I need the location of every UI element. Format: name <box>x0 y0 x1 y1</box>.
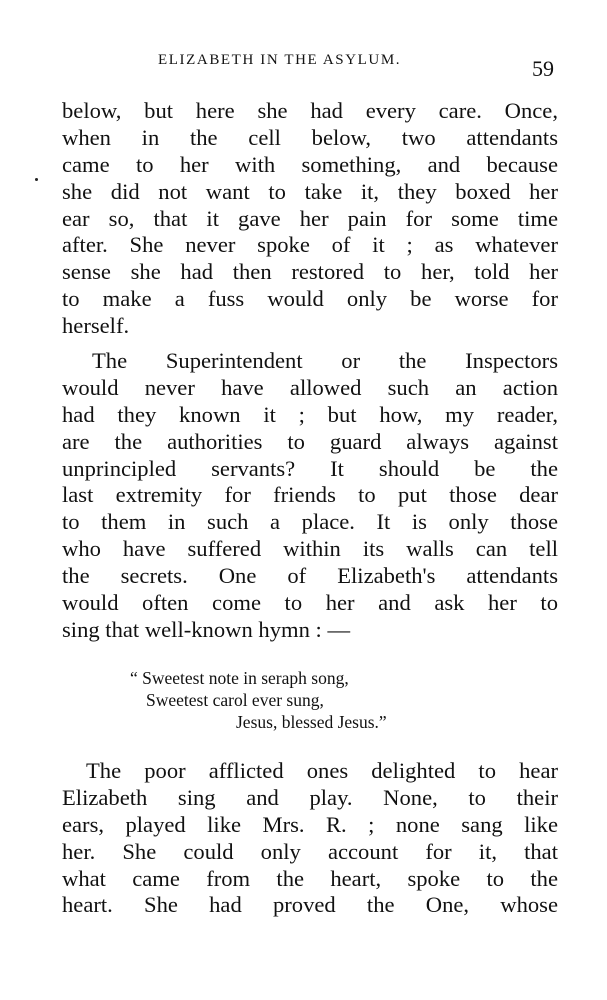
text-line: Elizabeth sing and play. None, to their <box>62 784 558 810</box>
paragraph-2 <box>62 348 558 644</box>
text-line: are the authorities to guard always against <box>62 428 558 454</box>
verse-line: Sweetest carol ever sung, <box>146 690 324 710</box>
text-line: sense she had then restored to her, told her <box>62 259 558 285</box>
text-line: what came from the heart, spoke to the <box>62 865 558 891</box>
text-line: after. She never spoke of it ; as whatever <box>62 232 558 258</box>
text-line: The poor afflicted ones delighted to hear <box>86 758 558 783</box>
text-line: last extremity for friends to put those dear <box>62 482 558 508</box>
text-line: came to her with something, and because <box>62 151 558 177</box>
page-number: 59 <box>532 56 554 81</box>
text-line: had they known it ; but how, my reader, <box>62 401 558 427</box>
text-line: her. She could only account for it, that <box>62 838 558 864</box>
running-title: ELIZABETH IN THE ASYLUM. <box>158 52 402 68</box>
verse-line: Jesus, blessed Jesus.” <box>236 712 387 732</box>
text-line: ear so, that it gave her pain for some time <box>62 205 558 231</box>
text-line: The Superintendent or the Inspectors <box>92 348 558 373</box>
text-line: who have suffered within its walls can tell <box>62 536 558 562</box>
text-line: the secrets. One of Elizabeth's attendants <box>62 563 558 589</box>
paragraph-3 <box>62 758 558 919</box>
text-line: herself. <box>62 313 130 339</box>
text-line: would often come to her and ask her to <box>62 590 558 616</box>
text-line: to make a fuss would only be worse for <box>62 286 558 312</box>
text-line: to them in such a place. It is only those <box>62 509 558 535</box>
text-line: when in the cell below, two attendants <box>62 124 558 150</box>
text-line: sing that well-known hymn : — <box>62 616 351 642</box>
text-line: ears, played like Mrs. R. ; none sang like <box>62 811 558 837</box>
text-line: she did not want to take it, they boxed her <box>62 178 558 204</box>
print-speck <box>35 178 38 181</box>
paragraph-1 <box>62 98 558 340</box>
text-line: would never have allowed such an action <box>62 374 558 400</box>
text-line: below, but here she had every care. Once, <box>62 98 558 123</box>
text-line: unprincipled servants? It should be the <box>62 455 558 481</box>
verse-line: “ Sweetest note in seraph song, <box>130 668 349 688</box>
text-line: heart. She had proved the One, whose <box>62 892 558 918</box>
